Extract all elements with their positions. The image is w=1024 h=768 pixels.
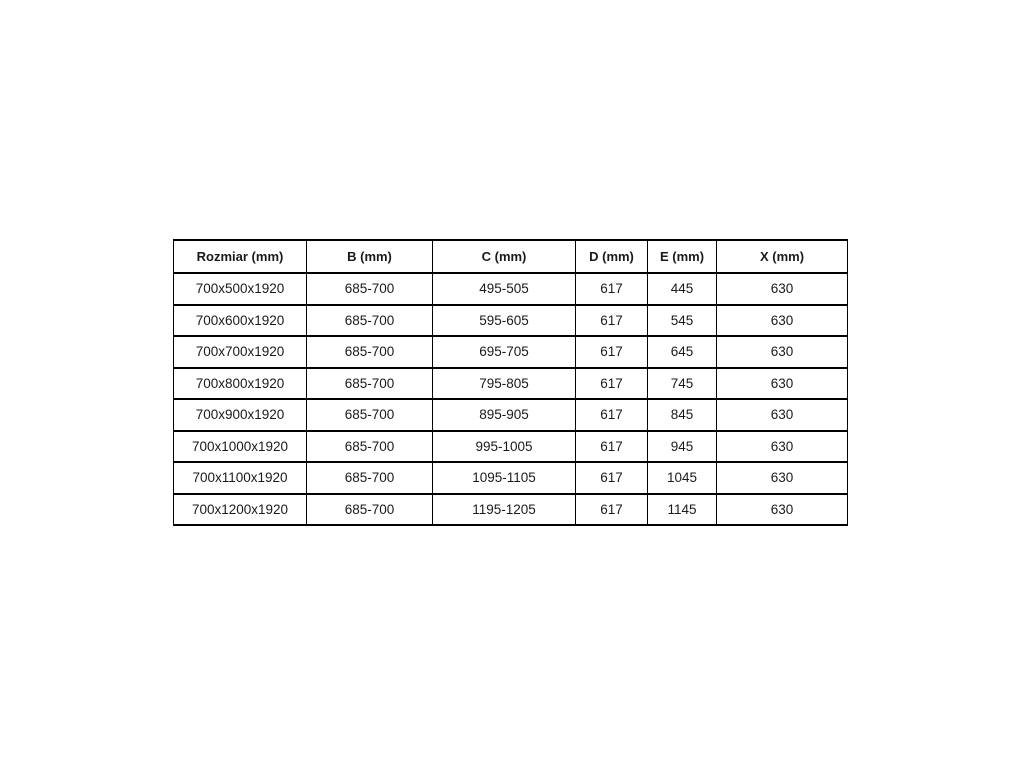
- table-row: [174, 273, 848, 305]
- table-header: [174, 240, 848, 273]
- table-cell: 685-700: [307, 368, 433, 400]
- table-cell: 700x1200x1920: [174, 494, 307, 526]
- column-header-d: D (mm): [576, 240, 648, 273]
- table-cell: 617: [576, 462, 648, 494]
- header-row: [174, 240, 848, 273]
- table-cell: 795-805: [433, 368, 576, 400]
- table-cell: 630: [717, 368, 848, 400]
- table-cell: 630: [717, 305, 848, 337]
- table-cell: 700x600x1920: [174, 305, 307, 337]
- table-cell: 630: [717, 462, 848, 494]
- table-cell: 700x1000x1920: [174, 431, 307, 463]
- table-row: [174, 336, 848, 368]
- table-cell: 617: [576, 399, 648, 431]
- table-cell: 595-605: [433, 305, 576, 337]
- dimensions-table-container: [173, 239, 848, 526]
- table-cell: 630: [717, 431, 848, 463]
- table-cell: 845: [648, 399, 717, 431]
- table-cell: 685-700: [307, 336, 433, 368]
- column-header-e: E (mm): [648, 240, 717, 273]
- table-cell: 895-905: [433, 399, 576, 431]
- table-cell: 617: [576, 431, 648, 463]
- column-header-c: C (mm): [433, 240, 576, 273]
- table-cell: 700x700x1920: [174, 336, 307, 368]
- table-cell: 700x500x1920: [174, 273, 307, 305]
- table-cell: 685-700: [307, 273, 433, 305]
- table-cell: 995-1005: [433, 431, 576, 463]
- table-cell: 1145: [648, 494, 717, 526]
- table-row: [174, 462, 848, 494]
- table-cell: 685-700: [307, 462, 433, 494]
- table-cell: 1095-1105: [433, 462, 576, 494]
- table-row: [174, 399, 848, 431]
- table-cell: 695-705: [433, 336, 576, 368]
- table-cell: 445: [648, 273, 717, 305]
- table-cell: 630: [717, 399, 848, 431]
- table-cell: 617: [576, 336, 648, 368]
- table-cell: 617: [576, 494, 648, 526]
- table-cell: 617: [576, 305, 648, 337]
- table-cell: 700x800x1920: [174, 368, 307, 400]
- table-row: [174, 494, 848, 526]
- table-cell: 645: [648, 336, 717, 368]
- table-cell: 630: [717, 494, 848, 526]
- table-cell: 945: [648, 431, 717, 463]
- column-header-x: X (mm): [717, 240, 848, 273]
- table-body: [174, 273, 848, 525]
- table-cell: 685-700: [307, 431, 433, 463]
- table-cell: 685-700: [307, 399, 433, 431]
- dimensions-table: [173, 239, 848, 526]
- table-cell: 1195-1205: [433, 494, 576, 526]
- table-row: [174, 305, 848, 337]
- column-header-rozmiar: Rozmiar (mm): [174, 240, 307, 273]
- table-row: [174, 431, 848, 463]
- table-cell: 545: [648, 305, 717, 337]
- table-cell: 630: [717, 336, 848, 368]
- table-cell: 1045: [648, 462, 717, 494]
- table-cell: 700x900x1920: [174, 399, 307, 431]
- table-cell: 685-700: [307, 305, 433, 337]
- table-cell: 617: [576, 368, 648, 400]
- table-cell: 495-505: [433, 273, 576, 305]
- table-cell: 617: [576, 273, 648, 305]
- table-row: [174, 368, 848, 400]
- table-cell: 700x1100x1920: [174, 462, 307, 494]
- column-header-b: B (mm): [307, 240, 433, 273]
- table-cell: 630: [717, 273, 848, 305]
- table-cell: 685-700: [307, 494, 433, 526]
- table-cell: 745: [648, 368, 717, 400]
